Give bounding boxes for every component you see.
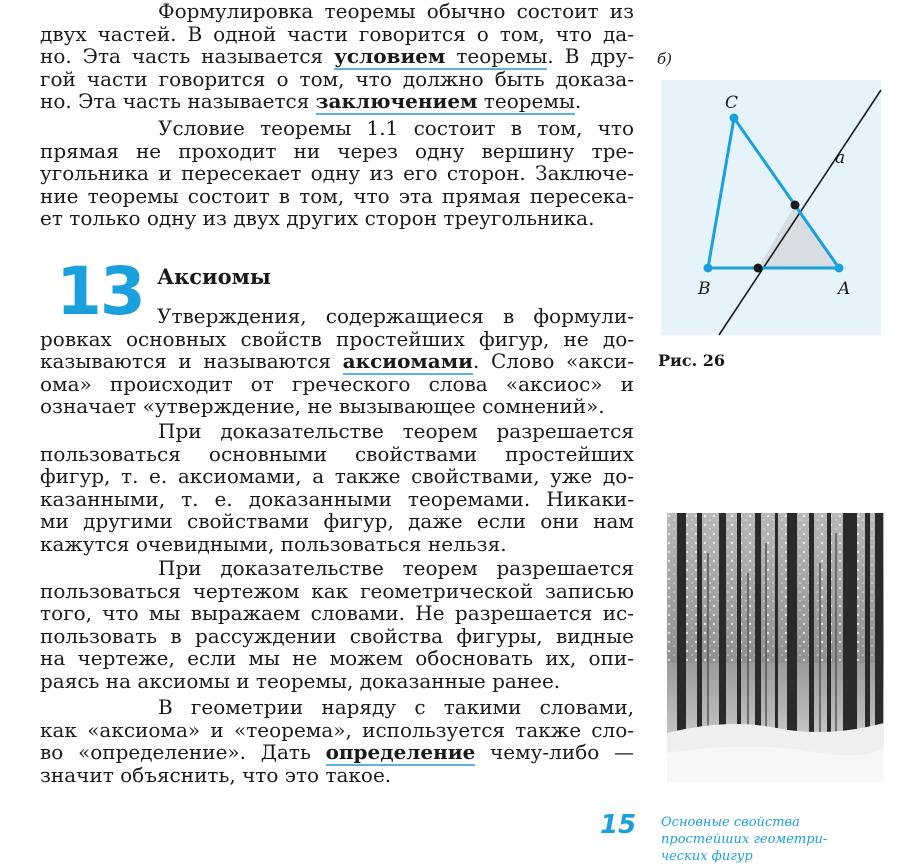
text-line: В геометрии наряду с такими словами, (158, 695, 634, 719)
label-a: a (835, 148, 846, 168)
text-line: Утверждения, содержащиеся в формули- (157, 304, 634, 328)
text-line: казанными, т. е. доказанными теоремами. Никаки- (40, 486, 634, 511)
text-line: кажутся очевидными, пользоваться нельзя. (40, 531, 507, 556)
text-line: означает «утверждение, не вызывающее сомнений». (40, 394, 605, 419)
running-title (661, 814, 901, 864)
text-line: Формулировка теоремы обычно состоит из (158, 0, 634, 23)
text-line: раясь на аксиомы и теоремы, доказанные ранее. (40, 668, 561, 693)
condition-paragraph (40, 117, 634, 230)
running-title-line: Основные свойства (661, 815, 800, 830)
text-line: гой части говорится о том, что должно быть доказа- (40, 66, 634, 91)
text-line: ет только одну из двух других сторон треугольника. (40, 206, 595, 231)
definition-paragraph (40, 696, 634, 786)
figure-caption: Рис. 26 (658, 351, 726, 370)
text-line: ровках основных свойств простейших фигур, не до- (40, 326, 634, 351)
vertex-A (835, 264, 844, 273)
text-line: казываются и называются аксиомами. Слово «акси- (40, 349, 634, 374)
text-line: прямая не проходит ни через одну вершину тре- (40, 138, 634, 163)
proof-paragraph (40, 420, 634, 556)
text-line: значит объяснить, что это такое. (40, 762, 392, 787)
intersection-CA (791, 201, 800, 210)
figure-panel-letter: б) (657, 50, 673, 68)
text-line: как «аксиома» и «теорема», используется также сло- (40, 717, 634, 742)
text-line: При доказательстве теорем разрешается (158, 419, 634, 443)
text-line: угольника и пересекает одну из его сторон. Заключе- (40, 161, 634, 186)
text-line: но. Эта часть называется заключением теоремы. (40, 89, 582, 114)
text-line: пользоваться основными свойствами простейших (40, 441, 634, 466)
defined-term: аксиомами (342, 349, 473, 374)
text-line: пользоваться чертежом как геометрической записью (40, 578, 634, 603)
text-line: на чертеже, если мы не можем обосновать их, опи- (40, 646, 634, 671)
text-line: ома» происходит от греческого слова «аксиос» и (40, 371, 634, 396)
intro-paragraph (40, 0, 634, 113)
text-line: Условие теоремы 1.1 состоит в том, что (158, 116, 634, 140)
vertex-B (704, 264, 713, 273)
vertex-C (730, 114, 739, 123)
text-line: пользовать в рассуждении свойства фигуры, видные (40, 623, 634, 648)
section-title: Аксиомы (157, 264, 271, 289)
text-line: ми другими свойствами фигур, даже если они нам (40, 509, 634, 534)
text-line: но. Эта часть называется условием теоремы. В дру- (40, 44, 634, 69)
page-number: 15 (600, 810, 637, 840)
winter-forest-photo (667, 513, 884, 782)
text-line: При доказательстве теорем разрешается (158, 556, 634, 580)
label-A: A (838, 279, 851, 299)
running-title-line: простейших геометри- (661, 832, 828, 847)
axioms-paragraph (40, 305, 634, 418)
triangle-figure (661, 80, 881, 335)
text-line: двух частей. В одной части говорится о том, что да- (40, 21, 634, 46)
drawing-paragraph (40, 557, 634, 693)
intersection-BA (754, 264, 763, 273)
label-B: B (698, 279, 711, 299)
text-line: фигур, т. е. аксиомами, а также свойствами, уже до- (40, 464, 634, 489)
defined-term: заключением теоремы (315, 89, 575, 114)
label-C: C (725, 93, 739, 113)
defined-term: условием теоремы (334, 44, 548, 69)
running-title-line: ческих фигур (661, 849, 753, 864)
section-number: 13 (56, 253, 144, 330)
text-line: во «определение». Дать определение чему-либо — (40, 740, 634, 765)
defined-term: определение (325, 740, 476, 765)
text-line: ние теоремы состоит в том, что эта прямая пересека- (40, 183, 634, 208)
text-line: того, что мы выражаем словами. Не разрешается ис- (40, 601, 634, 626)
